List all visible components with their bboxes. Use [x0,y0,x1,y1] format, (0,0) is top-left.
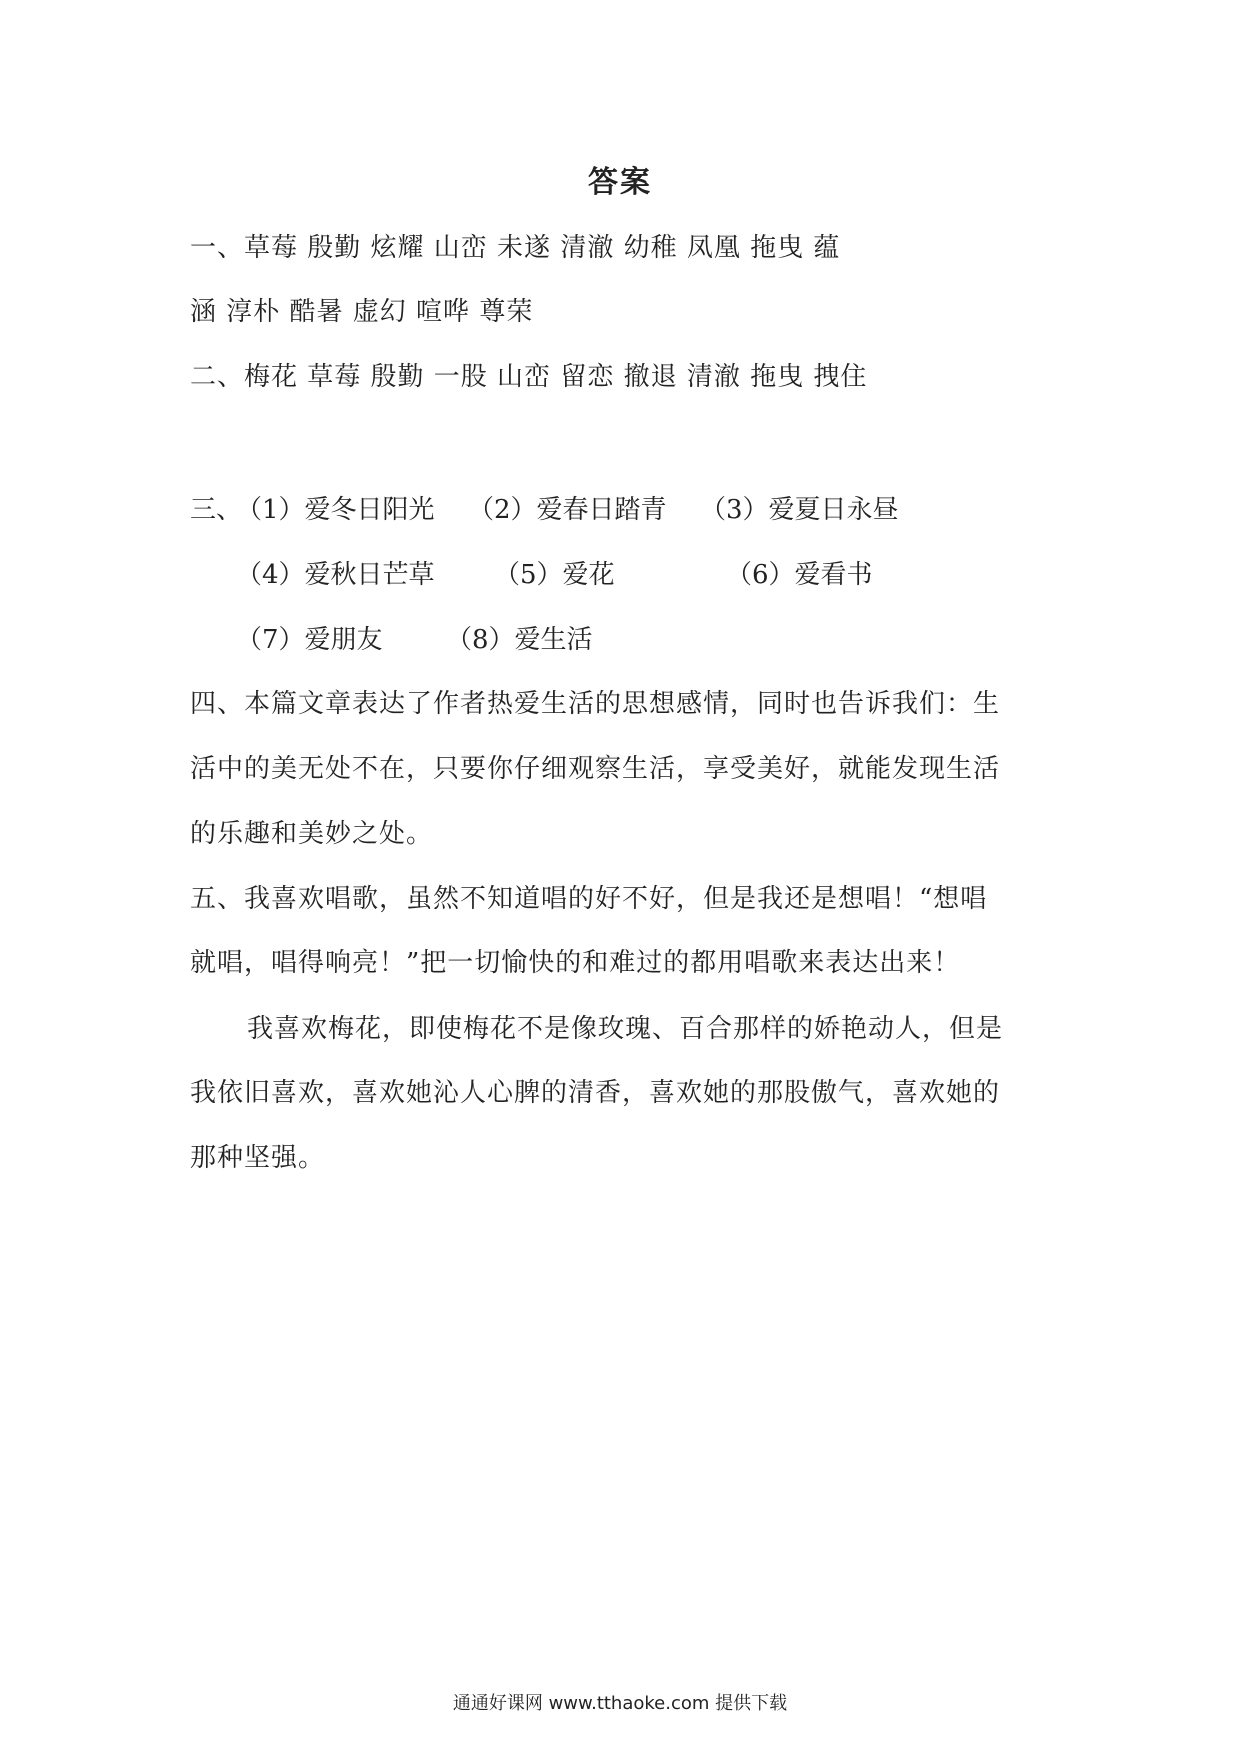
section3-item-3: （3）爱夏日永昼 [700,495,899,525]
section3-item-5: （5）爱花 [494,560,615,590]
section3-row2 [236,555,1070,595]
page-title: 答案 [588,165,652,200]
section5-line4: 我依旧喜欢，喜欢她沁人心脾的清香，喜欢她的那股傲气，喜欢她的 [190,1078,1001,1108]
section3-item-6: （6）爱看书 [726,560,873,590]
section5-line5: 那种坚强。 [190,1143,326,1173]
section3-item-4: （4）爱秋日芒草 [236,560,435,590]
section5-line3: 我喜欢梅花，即使梅花不是像玫瑰、百合那样的娇艳动人，但是 [247,1014,1004,1044]
section4-line1: 四、本篇文章表达了作者热爱生活的思想感情，同时也告诉我们：生 [190,689,1001,719]
section4-line2: 活中的美无处不在，只要你仔细观察生活，享受美好，就能发现生活 [190,754,1001,784]
section5-line1: 五、我喜欢唱歌，虽然不知道唱的好不好，但是我还是想唱！“想唱 [190,884,988,914]
section3-row3 [236,620,1070,660]
section4-line3: 的乐趣和美妙之处。 [190,819,434,849]
section2-line1: 二、梅花 草莓 殷勤 一股 山峦 留恋 撤退 清澈 拖曳 拽住 [190,362,868,392]
section5-line2: 就唱，唱得响亮！”把一切愉快的和难过的都用唱歌来表达出来！ [190,948,961,978]
section3-item-2: （2）爱春日踏青 [468,495,667,525]
section3-item-1: （1）爱冬日阳光 [236,495,435,525]
section3-item-8: （8）爱生活 [446,625,593,655]
section1-line1: 一、草莓 殷勤 炫耀 山峦 未遂 清澈 幼稚 凤凰 拖曳 蕴 [190,233,841,263]
section3-prefix: 三、 [190,495,243,525]
section3-item-7: （7）爱朋友 [236,625,383,655]
section3-row1 [190,490,1070,530]
footer-text: 通通好课网 www.tthaoke.com 提供下载 [452,1693,788,1714]
section1-line2: 涵 淳朴 酷暑 虚幻 喧哗 尊荣 [190,297,534,327]
